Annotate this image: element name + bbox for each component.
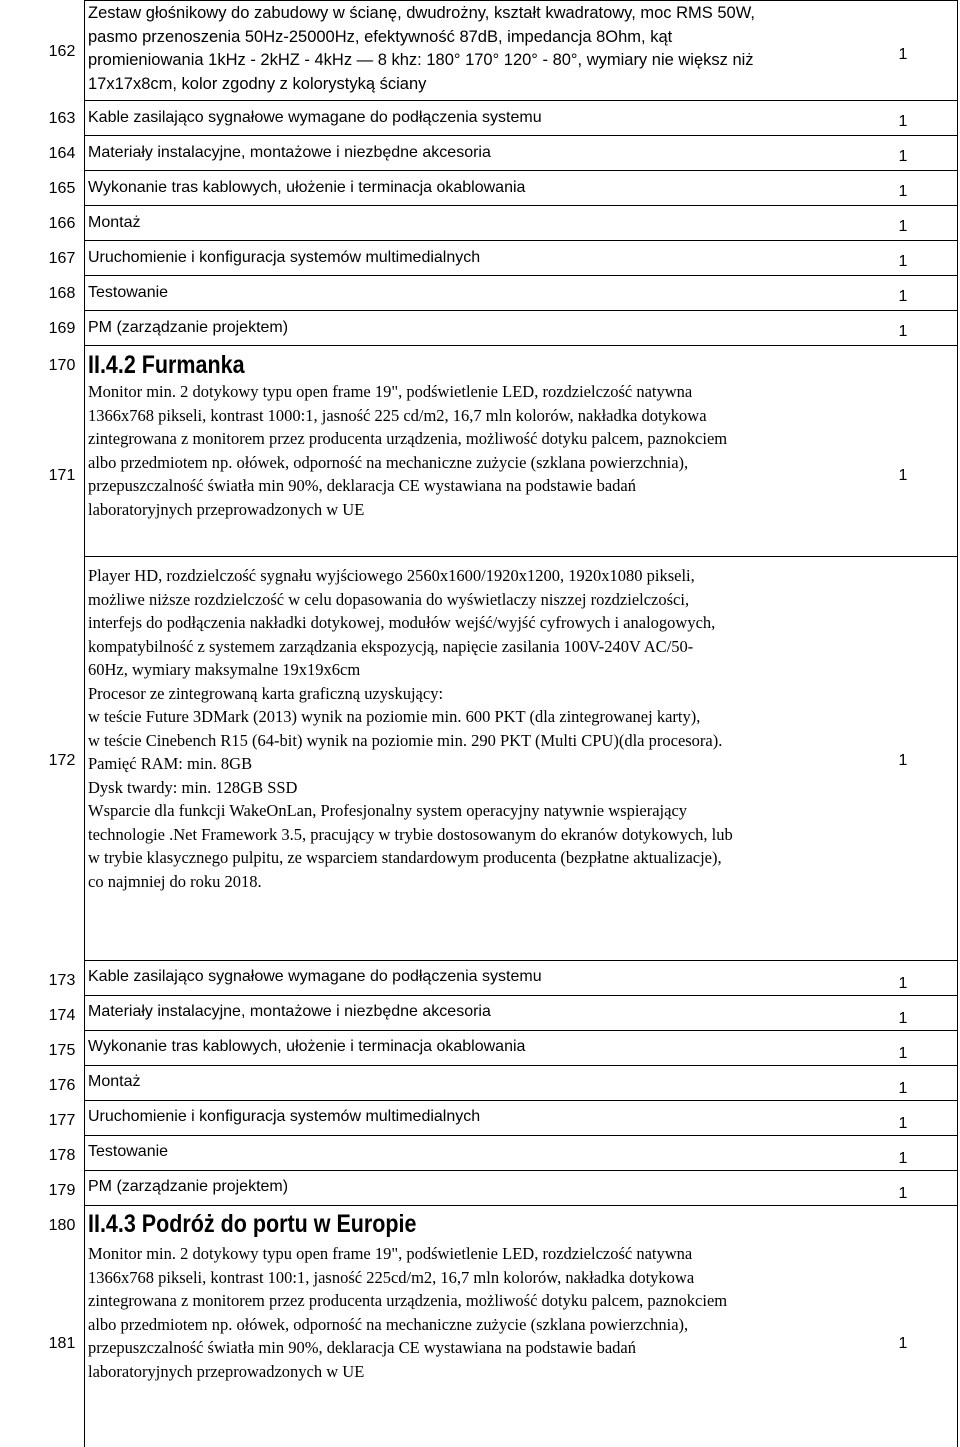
row-description: Kable zasilająco sygnałowe wymagane do podłączenia systemu <box>88 968 542 985</box>
row-description: Monitor min. 2 dotykowy typu open frame 19", podświetlenie LED, rozdzielczość natywna 1366x768 pikseli, kontrast 1000:1, jasność 225 cd/m2, 16,7 mln kolorów, nakładka dotykowa zintegrowana z monitorem przez producenta urządzenia, możliwość dotyku palcem, paznokciem albo przedmiotem np. ołówek, odporność na mechaniczne zużycie (szklana powierzchnia), przepuszczalność światła min 90%, deklaracja CE wystawiana na podstawie badań laboratoryjnych przeprowadzonych w UE <box>88 382 728 519</box>
row-description: PM (zarządzanie projektem) <box>88 1178 289 1195</box>
row-description: Wykonanie tras kablowych, ułożenie i terminacja okablowania <box>88 179 526 196</box>
row-description: Player HD, rozdzielczość sygnału wyjściowego 2560x1600/1920x1200, 1920x1080 pikseli, możliwe niższe rozdzielczość w celu dopasowania do wyświetlaczy niszzej rozdzielczości, interfejs do podłączenia nakładki dotykowej, modułów wejść/wyjść cyfrowych i analogowych, kompatybilność z systemem zarządzania ekspozycją, napięcie zasilania 100V-240V AC/50- 60Hz, wymiary maksymalne 19x19x6cm Procesor ze zintegrowaną karta graficzną uzyskujący: w teście Future 3DMark (2013) wynik na poziomie min. 600 PKT (dla zintegrowanej karty), w teście Cinebench R15 (64-bit) wynik na poziomie min. 290 PKT (Multi CPU)(dla procesora). Pamięć RAM: min. 8GB Dysk twardy: min. 128GB SSD Wsparcie dla funkcji WakeOnLan, Profesjonalny system operacyjny natywnie wspierający technologie .Net Framework 3.5, pracujący w trybie dostosowanym do ekranów dotykowych, lub w trybie klasycznego pulpitu, ze wsparciem standardowym producenta (bezpłatne aktualizacje), co najmniej do roku 2018. <box>88 566 733 891</box>
row-description: Wykonanie tras kablowych, ułożenie i terminacja okablowania <box>88 1038 526 1055</box>
row-description: Materiały instalacyjne, montażowe i niezbędne akcesoria <box>88 144 491 161</box>
table-border-top <box>84 0 957 1</box>
row-description: Testowanie <box>88 284 169 301</box>
row-description: Materiały instalacyjne, montażowe i niezbędne akcesoria <box>88 1003 491 1020</box>
row-description: Uruchomienie i konfiguracja systemów multimedialnych <box>88 249 481 266</box>
row-number: 162 <box>48 43 76 60</box>
row-description: Testowanie <box>88 1143 169 1160</box>
table-border-right <box>957 0 958 1447</box>
section-heading: II.4.2 Furmanka <box>88 351 245 379</box>
row-description: Uruchomienie i konfiguracja systemów multimedialnych <box>88 1108 481 1125</box>
row-description: PM (zarządzanie projektem) <box>88 319 289 336</box>
table-border-left <box>84 0 85 1447</box>
row-description: Montaż <box>88 214 141 231</box>
row-description: Montaż <box>88 1073 141 1090</box>
row-quantity: 1 <box>898 46 908 63</box>
row-description: Zestaw głośnikowy do zabudowy w ścianę, dwudrożny, kształt kwadratowy, moc RMS 50W, pasmo przenoszenia 50Hz-25000Hz, efektywność 87dB, impedancja 8Ohm, kąt promieniowania 1kHz - 2kHZ - 4kHz — 8 khz: 180° 170° 120° - 80°, wymiary nie większ niż 17x17x8cm, kolor zgodny z kolorystyką ściany <box>88 4 755 93</box>
row-description: Monitor min. 2 dotykowy typu open frame 19", podświetlenie LED, rozdzielczość natywna 1366x768 pikseli, kontrast 100:1, jasność 225cd/m2, 16,7 mln kolorów, nakładka dotykowa zintegrowana z monitorem przez producenta urządzenia, możliwość dotyku palcem, paznokciem albo przedmiotem np. ołówek, odporność na mechaniczne zużycie (szklana powierzchnia), przepuszczalność światła min 90%, deklaracja CE wystawiana na podstawie badań laboratoryjnych przeprowadzonych w UE <box>88 1244 728 1381</box>
row-description: Kable zasilająco sygnałowe wymagane do podłączenia systemu <box>88 109 542 126</box>
section-heading: II.4.3 Podróż do portu w Europie <box>88 1210 417 1238</box>
